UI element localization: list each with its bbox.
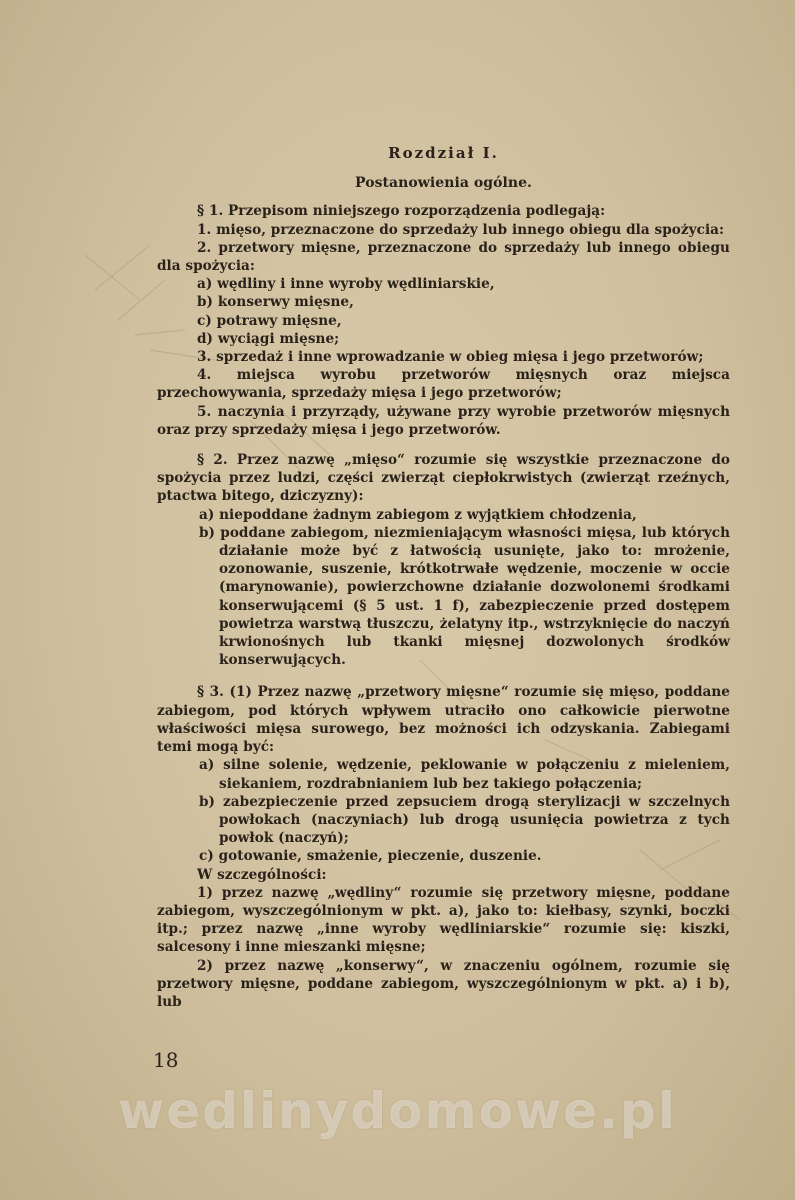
s3-c: c) gotowanie, smażenie, pieczenie, duszenie. xyxy=(199,848,542,865)
s3-point-1: 1) przez nazwę „wędliny“ rozumie się przetwory mięsne, poddane zabiegom, wyszczególnionym w pkt. a), jako to: kiełbasy, szynki, boczki itp.; przez nazwę „inne wyroby wędliniarskie“ rozumie się: kiszki, salcesony i inne mieszanki mięsne; xyxy=(157,884,730,956)
s2-a: a) niepoddane żadnym zabiegom z wyjątkiem chłodzenia, xyxy=(199,506,637,523)
chapter-title: Rozdział I. xyxy=(388,144,499,162)
s1-item-2: 2. przetwory mięsne, przeznaczone do sprzedaży lub innego obiegu dla spożycia: xyxy=(157,239,730,275)
s3-point-2: 2) przez nazwę „konserwy“, w znaczeniu ogólnem, rozumie się przetwory mięsne, poddane zabiegom, wyszczególnionym w pkt. a) i b), lub xyxy=(157,957,730,1010)
s1-item-3: 3. sprzedaż i inne wprowadzanie w obieg mięsa i jego przetworów; xyxy=(197,349,704,366)
s3-particular: W szczególności: xyxy=(197,866,327,883)
s1-sub-a: a) wędliny i inne wyroby wędliniarskie, xyxy=(197,276,495,293)
watermark: wedlinydomowe.pl xyxy=(118,1082,677,1140)
s2-intro: § 2. Przez nazwę „mięso“ rozumie się wszystkie przeznaczone do spożycia przez ludzi, części zwierząt ciepłokrwistych (zwierząt rzeźnych, ptactwa bitego, dziczyzny): xyxy=(157,452,730,505)
s1-item-4: 4. miejsca wyrobu przetworów mięsnych oraz miejsca przechowywania, sprzedaży mięsa i jego przetworów; xyxy=(157,367,730,402)
s3-b: b) zabezpieczenie przed zepsuciem drogą sterylizacji w szczelnych powłokach (naczyniach) lub drogą usunięcia powietrza z tych powłok (naczyń); xyxy=(199,793,730,847)
s3-intro: § 3. (1) Przez nazwę „przetwory mięsne“ rozumie się mięso, poddane zabiegom, pod których wpływem utraciło ono całkowicie pierwotne właściwości mięsa surowego, bez możności ich odzyskania. Zabiegami temi mogą być: xyxy=(157,684,730,756)
s1-sub-d: d) wyciągi mięsne; xyxy=(197,330,340,347)
s1-sub-b: b) konserwy mięsne, xyxy=(197,294,354,311)
s1-item-1: 1. mięso, przeznaczone do sprzedaży lub innego obiegu dla spożycia: xyxy=(197,221,725,238)
document-body xyxy=(157,140,730,1011)
page-number: 18 xyxy=(153,1048,179,1072)
s2-b: b) poddane zabiegom, niezmieniającym własności mięsa, lub których działanie może być z łatwością usunięte, jako to: mrożenie, ozonowanie, suszenie, krótkotrwałe wędzenie, moczenie w occie (marynowanie), powierzchowne działanie dozwolonemi środkami konserwującemi (§ 5 ust. 1 f), zabezpieczenie przed dostępem powietrza warstwą tłuszczu, żelatyny itp., wstrzyknięcie do naczyń krwionośnych lub tkanki mięsnej dozwolonych środków konserwujących. xyxy=(199,524,730,669)
s1-item-5: 5. naczynia i przyrządy, używane przy wyrobie przetworów mięsnych oraz przy sprzedaży mięsa i jego przetworów. xyxy=(157,403,730,438)
s1-intro: § 1. Przepisom niniejszego rozporządzenia podlegają: xyxy=(197,203,606,220)
section-subtitle: Postanowienia ogólne. xyxy=(355,175,532,192)
s3-a: a) silne solenie, wędzenie, peklowanie w połączeniu z mieleniem, siekaniem, rozdrabnianiem lub bez takiego połączenia; xyxy=(199,757,730,792)
s1-sub-c: c) potrawy mięsne, xyxy=(197,312,342,329)
